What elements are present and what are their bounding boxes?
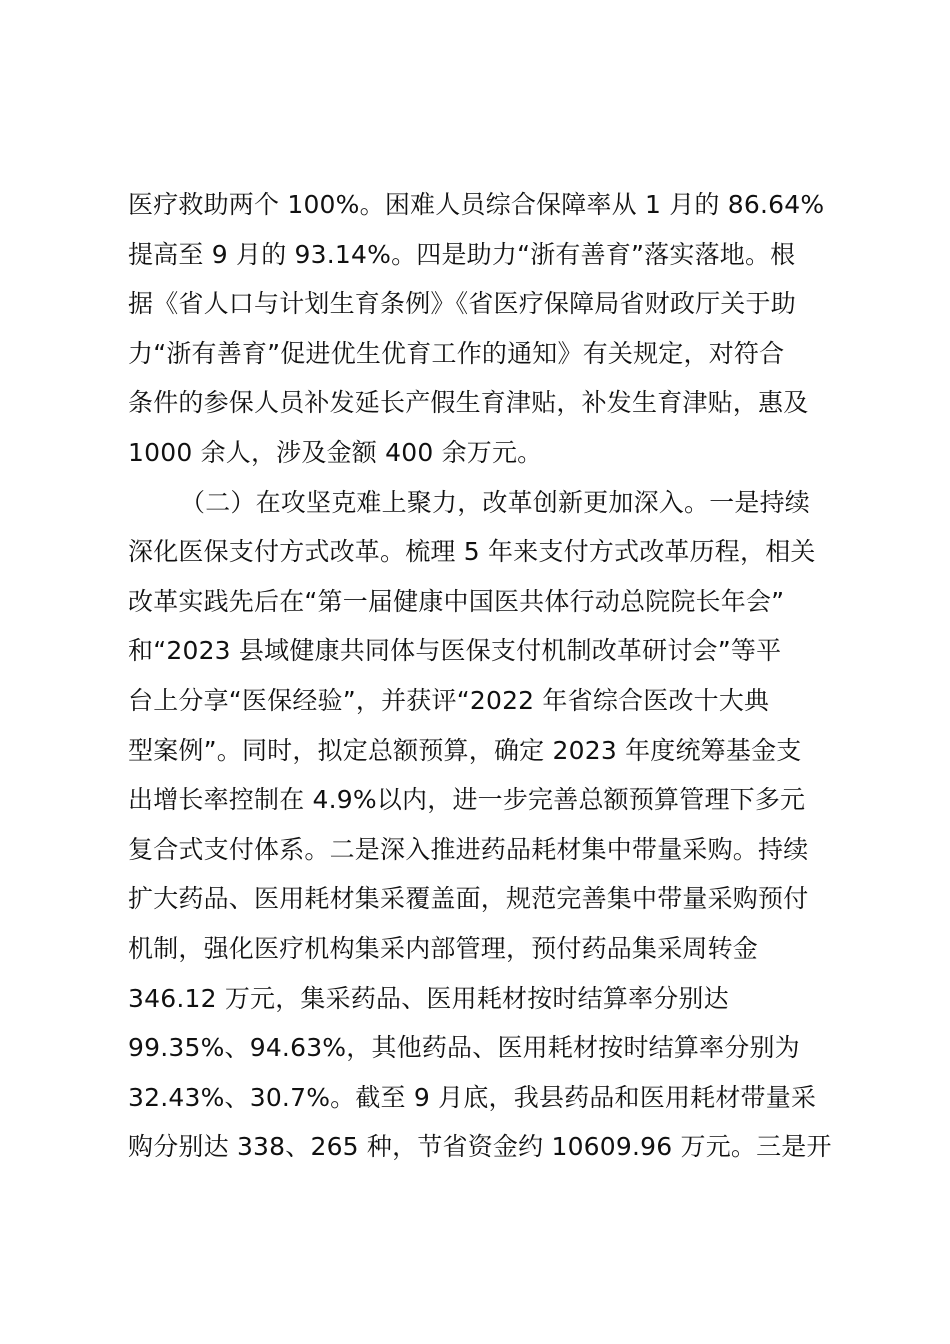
- text-line: 346.12 万元，集采药品、医用耗材按时结算率分别达: [128, 983, 729, 1013]
- text-line: 出增长率控制在 4.9%以内，进一步完善总额预算管理下多元: [128, 785, 806, 815]
- text-line: 力“浙有善育”促进优生优育工作的通知》有关规定，对符合: [128, 338, 785, 368]
- text-line: 和“2023 县域健康共同体与医保支付机制改革研讨会”等平: [128, 636, 782, 666]
- text-line: 台上分享“医保经验”，并获评“2022 年省综合医改十大典: [128, 685, 770, 715]
- text-line: 条件的参保人员补发延长产假生育津贴，补发生育津贴，惠及: [128, 388, 809, 418]
- body-text: [128, 180, 838, 1172]
- text-line: 据《省人口与计划生育条例》《省医疗保障局省财政厅关于助: [128, 289, 796, 319]
- text-line: 提高至 9 月的 93.14%。四是助力“浙有善育”落实落地。根: [128, 239, 796, 269]
- text-line: 改革实践先后在“第一届健康中国医共体行动总院院长年会”: [128, 586, 785, 616]
- text-line: 机制，强化医疗机构集采内部管理，预付药品集采周转金: [128, 933, 759, 963]
- text-line: 1000 余人，涉及金额 400 余万元。: [128, 437, 543, 467]
- text-line: 复合式支付体系。二是深入推进药品耗材集中带量采购。持续: [128, 834, 809, 864]
- text-line: 99.35%、94.63%，其他药品、医用耗材按时结算率分别为: [128, 1033, 800, 1063]
- text-line: 购分别达 338、265 种，节省资金约 10609.96 万元。三是开: [128, 1132, 832, 1162]
- section-heading-line: （二）在攻坚克难上聚力，改革创新更加深入。一是持续: [180, 487, 811, 517]
- text-line: 医疗救助两个 100%。困难人员综合保障率从 1 月的 86.64%: [128, 190, 825, 219]
- text-line: 32.43%、30.7%。截至 9 月底，我县药品和医用耗材带量采: [128, 1082, 817, 1112]
- text-line: 扩大药品、医用耗材集采覆盖面，规范完善集中带量采购预付: [128, 884, 809, 914]
- text-line: 型案例”。同时，拟定总额预算，确定 2023 年度统筹基金支: [128, 735, 802, 765]
- text-line: 深化医保支付方式改革。梳理 5 年来支付方式改革历程，相关: [128, 537, 816, 567]
